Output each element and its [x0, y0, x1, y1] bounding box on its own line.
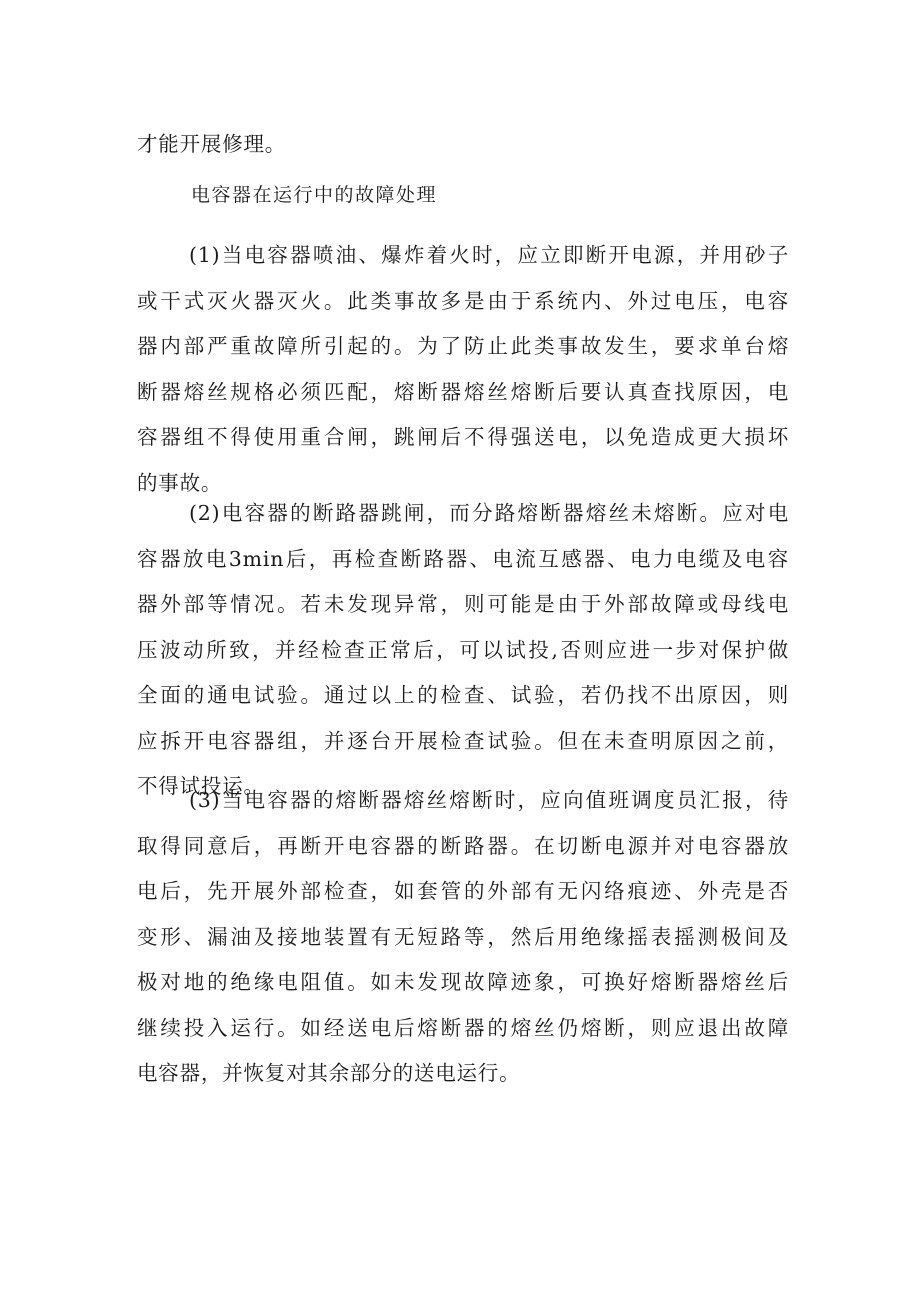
- paragraph-line: (3)当电容器的熔断器熔丝熔断时，应向值班调度员汇报，待: [189, 788, 789, 812]
- paragraph-line: 容器放电3min后，再检查断路器、电流互感器、电力电缆及电容: [137, 546, 789, 571]
- section-heading: 电容器在运行中的故障处理: [191, 184, 438, 206]
- paragraph-line: 电容器，并恢复对其余部分的送电运行。: [137, 1061, 521, 1085]
- paragraph-3: [137, 778, 789, 1097]
- paragraph-line: 断器熔丝规格必须匹配，熔断器熔丝熔断后要认真查找原因，电: [137, 379, 789, 404]
- continuation-paragraph: [137, 122, 789, 168]
- paragraph-line: 的事故。: [137, 470, 223, 495]
- paragraph-line: 不得试投运。: [137, 774, 265, 798]
- paragraph-line: 电后，先开展外部检查，如套管的外部有无闪络痕迹、外壳是否: [137, 879, 789, 903]
- paragraph-line: (1)当电容器喷油、爆炸着火时，应立即断开电源，并用砂子: [189, 243, 789, 267]
- paragraph-2: [137, 491, 789, 810]
- paragraph-line: 变形、漏油及接地装置有无短路等，然后用绝缘摇表摇测极间及: [137, 924, 789, 949]
- paragraph-line: 全面的通电试验。通过以上的检查、试验，若仍找不出原因，则: [137, 683, 789, 707]
- paragraph-line: 应拆开电容器组，并逐台开展检查试验。但在未查明原因之前，: [137, 728, 789, 753]
- paragraph-line: 才能开展修理。: [137, 132, 287, 156]
- paragraph-line: 器外部等情况。若未发现异常，则可能是由于外部故障或母线电: [137, 592, 789, 616]
- paragraph-1: [137, 233, 789, 506]
- paragraph-line: (2)电容器的断路器跳闸，而分路熔断器熔丝未熔断。应对电: [189, 501, 789, 525]
- paragraph-line: 极对地的绝缘电阻值。如未发现故障迹象，可换好熔断器熔丝后: [137, 970, 789, 994]
- paragraph-line: 继续投入运行。如经送电后熔断器的熔丝仍熔断，则应退出故障: [137, 1015, 789, 1040]
- paragraph-line: 或干式灭火器灭火。此类事故多是由于系统内、外过电压，电容: [137, 288, 789, 313]
- paragraph-line: 压波动所致，并经检查正常后，可以试投,否则应进一步对保护做: [137, 637, 789, 662]
- paragraph-line: 器内部严重故障所引起的。为了防止此类事故发生，要求单台熔: [137, 334, 789, 358]
- paragraph-line: 容器组不得使用重合闸，跳闸后不得强送电，以免造成更大损坏: [137, 425, 789, 449]
- paragraph-line: 取得同意后，再断开电容器的断路器。在切断电源并对电容器放: [137, 833, 789, 858]
